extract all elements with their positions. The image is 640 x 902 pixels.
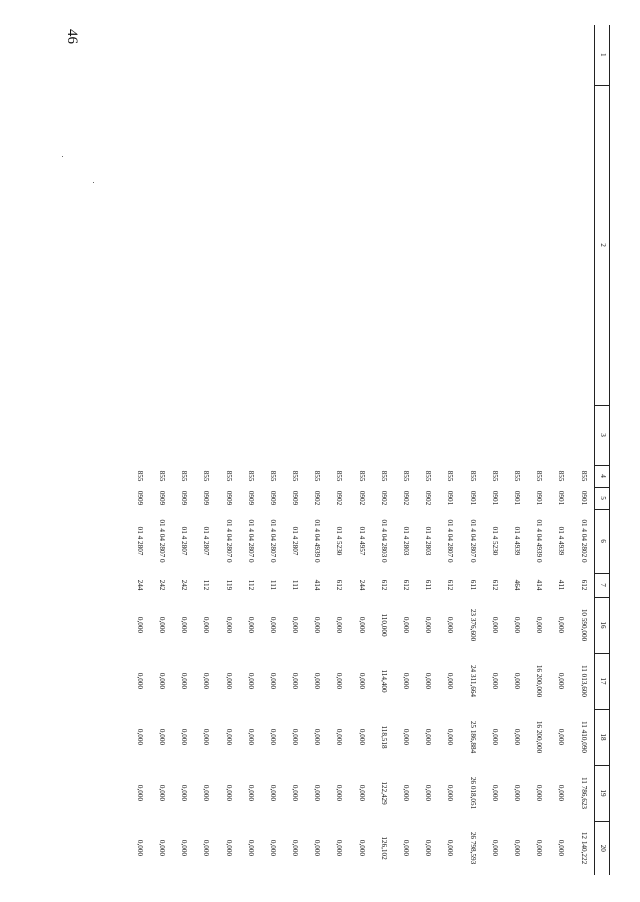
- table-cell: [172, 405, 194, 465]
- table-cell: 855: [512, 470, 521, 482]
- table-cell: 01 4 4939: [557, 526, 566, 556]
- table-cell: [372, 405, 394, 465]
- table-cell: 01 4 2807: [180, 526, 189, 556]
- table-cell: [172, 85, 194, 405]
- table-header: [595, 25, 610, 875]
- table-cell: 12 140,222: [579, 831, 588, 865]
- table-cell: 612: [446, 579, 455, 591]
- table-cell: 111: [291, 579, 300, 591]
- table-cell: [461, 405, 483, 465]
- table-cell: [261, 85, 283, 405]
- table-cell: 242: [157, 579, 166, 591]
- table-cell: 0,000: [291, 672, 300, 690]
- table-cell: 01 4 04 2807 0: [157, 519, 166, 563]
- column-header-18: 18: [595, 709, 610, 765]
- column-header-3: 3: [595, 405, 610, 465]
- table-cell: 0,000: [202, 728, 211, 746]
- table-cell: [239, 405, 261, 465]
- table-cell: 0,000: [180, 728, 189, 746]
- table-cell: [439, 85, 461, 405]
- table-cell: 612: [379, 579, 388, 591]
- table-cell: [439, 25, 461, 85]
- table-cell: 0,000: [335, 784, 344, 802]
- table-cell: 855: [446, 470, 455, 482]
- table-row: [461, 25, 483, 875]
- table-cell: 0,000: [268, 839, 277, 857]
- table-cell: 126,102: [379, 836, 388, 860]
- table-cell: 0,000: [202, 839, 211, 857]
- table-row: [372, 25, 394, 875]
- table-cell: 0,000: [135, 839, 144, 857]
- table-cell: 0902: [379, 490, 388, 506]
- column-header-20: 20: [595, 821, 610, 875]
- table-cell: [505, 405, 527, 465]
- table-cell: 855: [268, 470, 277, 482]
- table-cell: 0,000: [424, 784, 433, 802]
- table-cell: 01 4 4957: [357, 526, 366, 556]
- table-row: [128, 25, 150, 875]
- table-cell: [394, 85, 416, 405]
- table-cell: 0,000: [135, 672, 144, 690]
- table-cell: 0902: [402, 490, 411, 506]
- table-cell: [350, 405, 372, 465]
- table-cell: 118,518: [379, 725, 388, 749]
- table-cell: 464: [512, 579, 521, 591]
- table-cell: 0,000: [157, 616, 166, 634]
- table-cell: [306, 405, 328, 465]
- table-row: [261, 25, 283, 875]
- column-header-2: 2: [595, 85, 610, 405]
- table-row: [150, 25, 172, 875]
- table-cell: 0,000: [424, 839, 433, 857]
- table-cell: [461, 85, 483, 405]
- column-header-5: 5: [595, 487, 610, 509]
- table-cell: 855: [135, 470, 144, 482]
- table-cell: 0,000: [446, 728, 455, 746]
- table-cell: 01 4 2807: [291, 526, 300, 556]
- table-cell: 0,000: [202, 672, 211, 690]
- table-cell: 0902: [357, 490, 366, 506]
- table-cell: 01 4 04 2807 0: [224, 519, 233, 563]
- table-row: [572, 25, 595, 875]
- table-cell: 0,000: [512, 839, 521, 857]
- table-cell: 0901: [490, 490, 499, 506]
- table-cell: [128, 85, 150, 405]
- table-cell: 11 786,623: [579, 776, 588, 810]
- table-cell: 855: [468, 470, 477, 482]
- table-cell: 01 4 04 2807 0: [446, 519, 455, 563]
- table-cell: 0,000: [402, 784, 411, 802]
- table-cell: 855: [224, 470, 233, 482]
- table-cell: 0,000: [157, 672, 166, 690]
- table-cell: 0,000: [402, 839, 411, 857]
- table-cell: 411: [557, 579, 566, 591]
- table-cell: [527, 25, 549, 85]
- table-cell: 0,000: [246, 728, 255, 746]
- table-cell: 01 4 2807: [135, 526, 144, 556]
- table-cell: 855: [557, 470, 566, 482]
- table-row: [394, 25, 416, 875]
- table-cell: [483, 405, 505, 465]
- table-cell: 01 4 2803: [424, 526, 433, 556]
- table-cell: [417, 85, 439, 405]
- table-cell: 0,000: [291, 839, 300, 857]
- column-header-19: 19: [595, 765, 610, 821]
- table-row: [550, 25, 572, 875]
- table-cell: [283, 25, 305, 85]
- table-cell: 112: [202, 579, 211, 591]
- table-cell: 0,000: [424, 616, 433, 634]
- table-cell: 0,000: [268, 616, 277, 634]
- budget-table: [128, 25, 610, 875]
- table-row: [527, 25, 549, 875]
- table-cell: [128, 25, 150, 85]
- table-cell: [328, 85, 350, 405]
- table-cell: [261, 25, 283, 85]
- table-row: [505, 25, 527, 875]
- table-cell: 0901: [512, 490, 521, 506]
- table-cell: 855: [579, 470, 588, 482]
- table-row: [328, 25, 350, 875]
- table-cell: 0,000: [357, 784, 366, 802]
- table-cell: 0,000: [224, 728, 233, 746]
- table-cell: 0,000: [535, 839, 544, 857]
- table-cell: [350, 25, 372, 85]
- table-row: [306, 25, 328, 875]
- table-cell: 0,000: [268, 728, 277, 746]
- table-cell: 0,000: [512, 784, 521, 802]
- table-cell: 0909: [135, 490, 144, 506]
- table-cell: [372, 25, 394, 85]
- table-cell: 0,000: [291, 616, 300, 634]
- table-cell: [572, 85, 595, 405]
- table-cell: 0909: [224, 490, 233, 506]
- table-cell: 11 013,600: [579, 664, 588, 698]
- table-cell: 0,000: [357, 728, 366, 746]
- table-cell: 0,000: [157, 784, 166, 802]
- table-cell: 0,000: [557, 672, 566, 690]
- table-cell: 0,000: [402, 728, 411, 746]
- table-cell: 0,000: [490, 784, 499, 802]
- table-cell: 244: [135, 579, 144, 591]
- table-cell: [394, 405, 416, 465]
- table-cell: 0,000: [180, 672, 189, 690]
- table-cell: 0,000: [313, 784, 322, 802]
- scan-speck: [62, 156, 63, 157]
- table-cell: [261, 405, 283, 465]
- table-cell: 414: [535, 579, 544, 591]
- table-cell: 0901: [468, 490, 477, 506]
- table-cell: 0,000: [224, 839, 233, 857]
- table-cell: [217, 25, 239, 85]
- table-cell: [217, 85, 239, 405]
- table-cell: 16 200,000: [535, 664, 544, 698]
- table-cell: [550, 25, 572, 85]
- table-cell: 0,000: [202, 616, 211, 634]
- table-cell: [527, 405, 549, 465]
- table-cell: [461, 25, 483, 85]
- table-row: [172, 25, 194, 875]
- table-cell: 112: [246, 579, 255, 591]
- table-cell: 0,000: [490, 616, 499, 634]
- table-row: [217, 25, 239, 875]
- table-cell: 119: [224, 579, 233, 591]
- table-cell: 0,000: [357, 839, 366, 857]
- table-cell: [283, 85, 305, 405]
- scan-speck: [93, 182, 94, 183]
- table-cell: 855: [180, 470, 189, 482]
- table-row: [483, 25, 505, 875]
- table-cell: 0,000: [246, 784, 255, 802]
- table-cell: 855: [490, 470, 499, 482]
- table-cell: 110,000: [379, 613, 388, 637]
- table-cell: 0,000: [224, 784, 233, 802]
- table-cell: 0,000: [202, 784, 211, 802]
- table-cell: 0909: [246, 490, 255, 506]
- table-cell: 0,000: [335, 616, 344, 634]
- column-header-1: 1: [595, 25, 610, 85]
- table-cell: 0,000: [157, 839, 166, 857]
- table-cell: 0909: [268, 490, 277, 506]
- table-cell: 0902: [313, 490, 322, 506]
- table-cell: 855: [335, 470, 344, 482]
- table-cell: 0901: [446, 490, 455, 506]
- table-cell: 0,000: [313, 616, 322, 634]
- table-cell: 01 4 2803: [402, 526, 411, 556]
- table-cell: 611: [424, 579, 433, 591]
- table-cell: 16 200,000: [535, 720, 544, 754]
- table-cell: 0,000: [246, 616, 255, 634]
- table-cell: 0,000: [157, 728, 166, 746]
- table-cell: [195, 405, 217, 465]
- rotated-table-container: [115, 25, 610, 875]
- table-cell: 855: [246, 470, 255, 482]
- table-cell: 855: [424, 470, 433, 482]
- table-cell: [439, 405, 461, 465]
- table-cell: 0,000: [512, 728, 521, 746]
- table-cell: 0,000: [268, 672, 277, 690]
- table-cell: 0,000: [402, 616, 411, 634]
- table-cell: [172, 25, 194, 85]
- table-cell: 612: [579, 579, 588, 591]
- table-cell: 01 4 2807: [202, 526, 211, 556]
- table-cell: [527, 85, 549, 405]
- table-cell: 01 4 5230: [490, 526, 499, 556]
- table-cell: 0,000: [557, 784, 566, 802]
- table-cell: 01 4 04 2803 0: [379, 519, 388, 563]
- table-cell: 0,000: [246, 839, 255, 857]
- table-cell: 0,000: [535, 616, 544, 634]
- table-cell: [150, 85, 172, 405]
- table-row: [239, 25, 261, 875]
- table-cell: 0,000: [446, 784, 455, 802]
- table-cell: 855: [313, 470, 322, 482]
- table-cell: 0909: [291, 490, 300, 506]
- table-cell: 0909: [157, 490, 166, 506]
- table-cell: 0902: [424, 490, 433, 506]
- table-cell: [283, 405, 305, 465]
- table-cell: [417, 405, 439, 465]
- table-cell: 01 4 04 2807 0: [268, 519, 277, 563]
- table-cell: [217, 405, 239, 465]
- table-cell: 0,000: [180, 839, 189, 857]
- table-cell: 855: [535, 470, 544, 482]
- table-cell: 114,400: [379, 669, 388, 693]
- column-header-6: 6: [595, 509, 610, 573]
- table-cell: 855: [357, 470, 366, 482]
- table-cell: [505, 85, 527, 405]
- table-row: [439, 25, 461, 875]
- table-cell: 01 4 04 4939 0: [313, 519, 322, 563]
- table-cell: 01 4 04 2802 0: [579, 519, 588, 563]
- table-cell: [150, 25, 172, 85]
- table-cell: 612: [335, 579, 344, 591]
- table-cell: 0,000: [490, 728, 499, 746]
- table-cell: [239, 85, 261, 405]
- table-cell: 0,000: [357, 616, 366, 634]
- table-cell: 0,000: [424, 728, 433, 746]
- table-cell: [195, 25, 217, 85]
- table-cell: 01 4 5230: [335, 526, 344, 556]
- table-cell: 242: [180, 579, 189, 591]
- page-number: 46: [64, 29, 80, 44]
- table-cell: [239, 25, 261, 85]
- table-cell: [195, 85, 217, 405]
- table-body: [128, 25, 594, 875]
- table-cell: 855: [157, 470, 166, 482]
- table-cell: [505, 25, 527, 85]
- table-cell: 0,000: [313, 839, 322, 857]
- table-cell: 0,000: [224, 616, 233, 634]
- table-cell: 612: [490, 579, 499, 591]
- table-cell: 0,000: [424, 672, 433, 690]
- table-cell: [394, 25, 416, 85]
- table-cell: 01 4 04 2807 0: [468, 519, 477, 563]
- table-cell: 111: [268, 579, 277, 591]
- table-cell: [306, 25, 328, 85]
- table-cell: 855: [379, 470, 388, 482]
- table-cell: 25 186,884: [468, 720, 477, 754]
- table-cell: [417, 25, 439, 85]
- table-cell: 01 4 04 2807 0: [246, 519, 255, 563]
- table-cell: 0,000: [402, 672, 411, 690]
- table-cell: 0,000: [490, 839, 499, 857]
- table-cell: 0,000: [246, 672, 255, 690]
- table-cell: 0,000: [313, 672, 322, 690]
- table-cell: 0,000: [557, 839, 566, 857]
- table-cell: [328, 405, 350, 465]
- table-cell: 0,000: [357, 672, 366, 690]
- table-cell: [483, 85, 505, 405]
- column-header-4: 4: [595, 465, 610, 487]
- table-cell: 0,000: [224, 672, 233, 690]
- table-cell: [550, 405, 572, 465]
- table-cell: 0,000: [446, 672, 455, 690]
- table-cell: 0901: [535, 490, 544, 506]
- table-cell: 26 018,051: [468, 776, 477, 810]
- table-cell: 0,000: [291, 728, 300, 746]
- table-cell: 0909: [180, 490, 189, 506]
- table-cell: 10 590,000: [579, 608, 588, 642]
- table-cell: 0,000: [512, 616, 521, 634]
- table-cell: 0,000: [335, 672, 344, 690]
- table-cell: 0,000: [490, 672, 499, 690]
- table-cell: 01 4 04 4939 0: [535, 519, 544, 563]
- table-row: [195, 25, 217, 875]
- table-cell: [550, 85, 572, 405]
- table-cell: [328, 25, 350, 85]
- table-cell: 0,000: [335, 728, 344, 746]
- table-cell: 611: [468, 579, 477, 591]
- table-cell: 244: [357, 579, 366, 591]
- table-cell: 0,000: [557, 728, 566, 746]
- table-cell: 0,000: [446, 839, 455, 857]
- table-cell: 0,000: [335, 839, 344, 857]
- table-cell: 855: [202, 470, 211, 482]
- table-cell: 0,000: [135, 728, 144, 746]
- table-cell: [306, 85, 328, 405]
- table-cell: 0,000: [291, 784, 300, 802]
- table-cell: 0,000: [512, 672, 521, 690]
- table-cell: [483, 25, 505, 85]
- table-cell: 0,000: [557, 616, 566, 634]
- table-cell: 23 376,600: [468, 608, 477, 642]
- header-row: [595, 25, 610, 875]
- table-cell: 414: [313, 579, 322, 591]
- table-cell: [128, 405, 150, 465]
- table-cell: 0,000: [135, 784, 144, 802]
- table-row: [350, 25, 372, 875]
- table-cell: 24 311,664: [468, 664, 477, 698]
- table-cell: [350, 85, 372, 405]
- table-cell: 26 798,593: [468, 831, 477, 865]
- table-cell: 612: [402, 579, 411, 591]
- table-cell: [572, 405, 595, 465]
- table-cell: 0,000: [180, 616, 189, 634]
- column-header-7: 7: [595, 573, 610, 597]
- column-header-16: 16: [595, 597, 610, 653]
- table-cell: 11 410,090: [579, 720, 588, 754]
- table-cell: 0,000: [180, 784, 189, 802]
- table-cell: 122,429: [379, 781, 388, 805]
- table-cell: 855: [291, 470, 300, 482]
- table-cell: 0901: [579, 490, 588, 506]
- table-cell: 0909: [202, 490, 211, 506]
- table-cell: [372, 85, 394, 405]
- table-cell: 0,000: [446, 616, 455, 634]
- table-row: [283, 25, 305, 875]
- table-row: [417, 25, 439, 875]
- table-cell: 0,000: [535, 784, 544, 802]
- table-cell: [150, 405, 172, 465]
- column-header-17: 17: [595, 653, 610, 709]
- table-cell: 0,000: [135, 616, 144, 634]
- table-cell: 855: [402, 470, 411, 482]
- table-cell: 0,000: [268, 784, 277, 802]
- table-cell: 01 4 4939: [512, 526, 521, 556]
- table-cell: [572, 25, 595, 85]
- table-cell: 0,000: [313, 728, 322, 746]
- table-cell: 0902: [335, 490, 344, 506]
- table-cell: 0901: [557, 490, 566, 506]
